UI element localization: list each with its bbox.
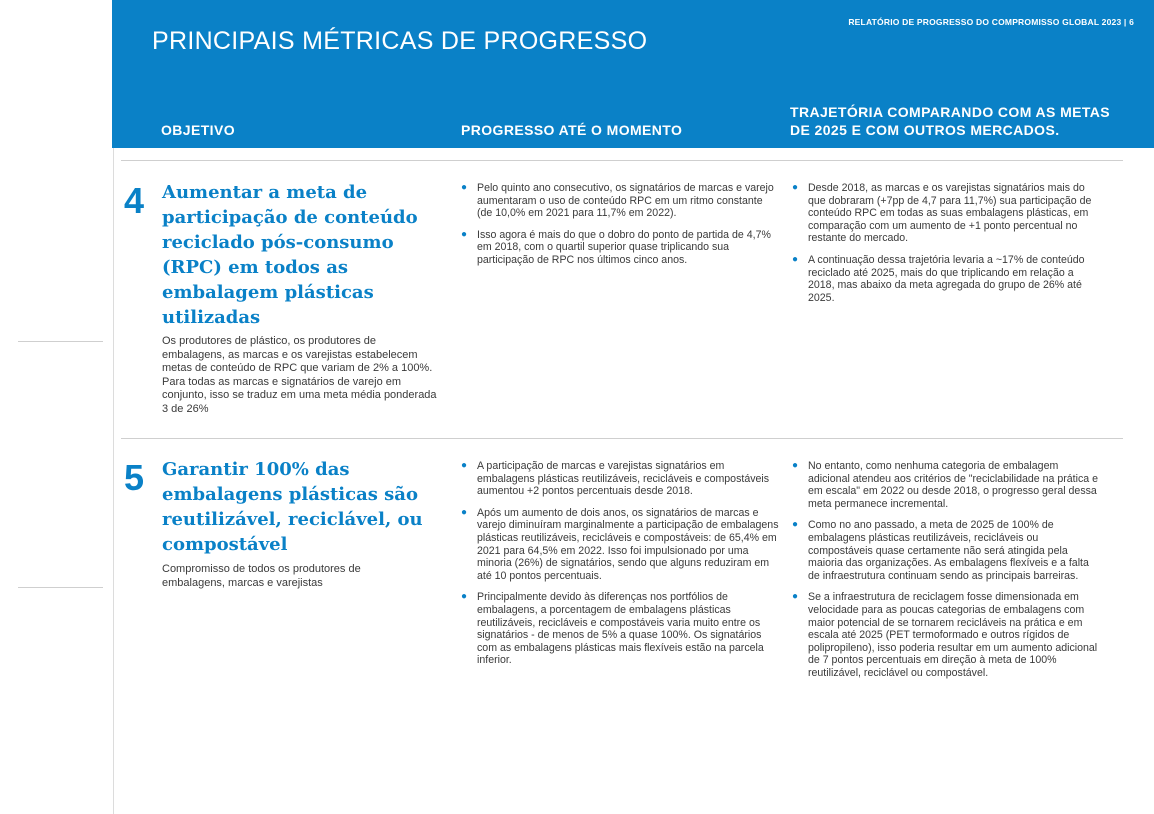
list-item: ● A participação de marcas e varejistas signatários em embalagens plásticas reutilizáveis, recicláveis e compostáveis aumentou +2 pontos percentuais desde 2018. — [461, 460, 770, 498]
bullet-icon: ● — [792, 253, 799, 265]
goal-5-title: Garantir 100% das embalagens plásticas são reutilizável, reciclável, ou compostável — [162, 459, 423, 555]
side-tick-2 — [18, 587, 103, 588]
list-item: ● Após um aumento de dois anos, os signatários de marcas e varejo diminuíram marginalmente a participação de embalagens plásticas reutilizáveis, recicláveis e compostáveis: de 65,4% em 2021 para 64,5% em 2022. Isso foi impulsionado por uma minoria (26%) de signatários, sendo que alguns reduziram em até 10 pontos percentuais. — [461, 506, 779, 582]
list-item: ● Desde 2018, as marcas e os varejistas signatários mais do que dobraram (+7pp de 4,7 para 11,7%) sua participação de conteúdo RPC em todas as suas embalagens plásticas, em comparação com um aumento de +1 ponto percentual no restante do mercado. — [792, 182, 1092, 245]
bullet-icon: ● — [792, 182, 799, 193]
list-item: ● Pelo quinto ano consecutivo, os signatários de marcas e varejo aumentaram o uso de conteúdo RPC em um ritmo constante (de 10,0% em 2021 para 11,7% em 2022). — [461, 182, 774, 220]
list-item: ● A continuação dessa trajetória levaria a ~17% de conteúdo reciclado até 2025, mais do que triplicando em relação a 2018, mas abaixo da meta agregada do grupo de 26% até 2025. — [792, 253, 1085, 304]
list-item: ● Como no ano passado, a meta de 2025 de 100% de embalagens plásticas reutilizáveis, recicláveis ou compostáveis quase certamente não será atingida pela maioria das organizações. As embalagens flexíveis e a falta de infraestrutura continuam sendo as principais barreiras. — [792, 519, 1089, 582]
goal-5-trajectory-list — [792, 460, 1102, 689]
bullet-icon: ● — [461, 182, 468, 193]
bullet-icon: ● — [792, 591, 799, 603]
side-tick-1 — [18, 341, 103, 342]
goal-4-trajectory-list — [792, 182, 1102, 313]
row-divider-top — [121, 160, 1123, 161]
list-item: ● Principalmente devido às diferenças nos portfólios de embalagens, a porcentagem de embalagens plásticas reutilizáveis, recicláveis e compostáveis varia muito entre os signatários - de menos de 5% a quase 100%. Os signatários com as embalagens plásticas mais flexíveis estão na parcela inferior. — [461, 591, 764, 667]
report-reference: RELATÓRIO DE PROGRESSO DO COMPROMISSO GLOBAL 2023 | 6 — [848, 17, 1134, 27]
goal-4-progress-list — [461, 182, 779, 276]
row-divider-middle — [121, 438, 1123, 439]
bullet-icon: ● — [461, 460, 468, 471]
bullet-icon: ● — [461, 506, 468, 518]
left-divider — [113, 148, 114, 814]
list-item: ● Se a infraestrutura de reciclagem fosse dimensionada em velocidade para as poucas categorias de embalagens com maior potencial de se tornarem recicláveis na prática e em escala até 2025 (PET termoformado e outros rígidos de polipropileno), isso poderia resultar em um aumento adicional de 7 pontos percentuais em direção à meta de 100% reutilizável, reciclável ou compostável. — [792, 591, 1098, 679]
bullet-icon: ● — [792, 519, 799, 531]
bullet-icon: ● — [461, 228, 468, 240]
page-title: PRINCIPAIS MÉTRICAS DE PROGRESSO — [152, 27, 648, 55]
bullet-icon: ● — [792, 460, 799, 471]
bullet-icon: ● — [461, 591, 468, 603]
column-header-objective: OBJETIVO — [161, 122, 235, 138]
list-item: ● No entanto, como nenhuma categoria de embalagem adicional atendeu aos critérios de "reciclabilidade na prática e em escala" em 2022 ou desde 2018, o progresso geral dessa meta permanece incremental. — [792, 460, 1098, 510]
list-item: ● Isso agora é mais do que o dobro do ponto de partida de 4,7% em 2018, com o quartil superior quase triplicando sua participação de RPC nos últimos cinco anos. — [461, 228, 771, 266]
column-header-trajectory-line1: TRAJETÓRIA COMPARANDO COM AS METAS — [790, 104, 1111, 120]
column-header-trajectory-line2: DE 2025 E COM OUTROS MERCADOS. — [790, 122, 1060, 138]
goal-4-description: Os produtores de plástico, os produtores de embalagens, as marcas e os varejistas estabelecem metas de conteúdo de RPC que variam de 2% a 100%. Para todas as marcas e signatários de varejo em conjunto, isso se traduz em uma meta média ponderada 3 de 26% — [162, 335, 437, 415]
goal-5-progress-list — [461, 460, 779, 676]
goal-5-description: Compromisso de todos os produtores de embalagens, marcas e varejistas — [162, 563, 361, 589]
goal-4-number: 4 — [124, 180, 145, 221]
left-margin — [0, 0, 112, 814]
goal-5-number: 5 — [124, 457, 145, 498]
header-banner — [112, 0, 1154, 148]
goal-4-title: Aumentar a meta de participação de conteúdo reciclado pós-consumo (RPC) em todos as embalagem plásticas utilizadas — [162, 182, 418, 328]
column-header-trajectory — [790, 103, 1110, 139]
column-header-progress: PROGRESSO ATÉ O MOMENTO — [461, 122, 683, 138]
